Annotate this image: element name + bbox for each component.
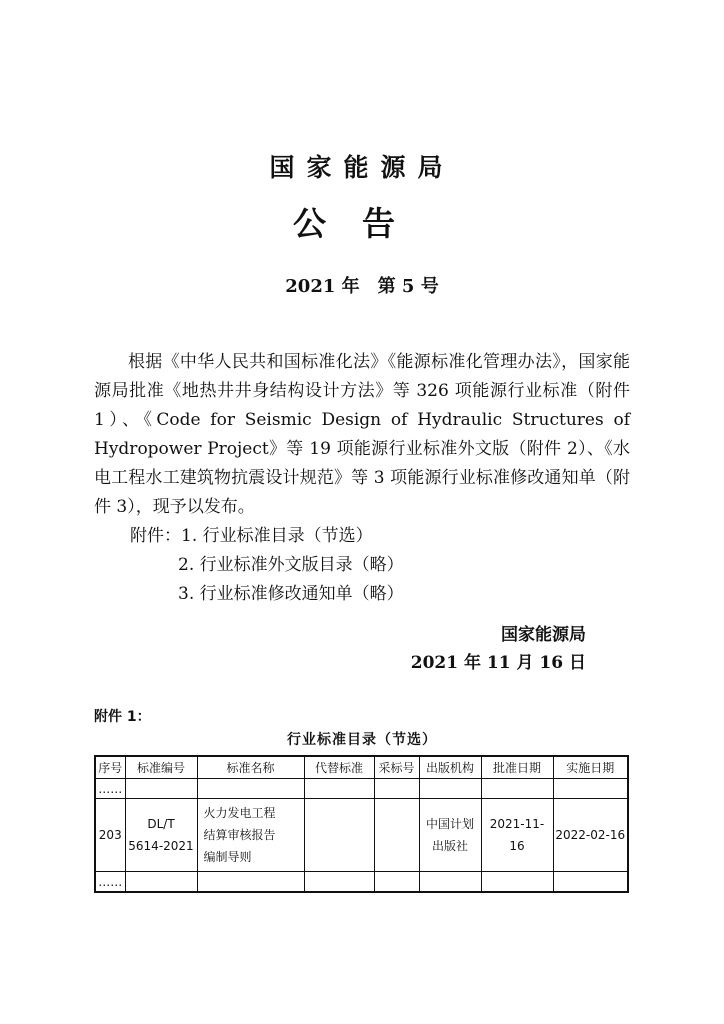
column-header-implementation-date: 实施日期 (553, 756, 628, 779)
column-header-name: 标准名称 (197, 756, 304, 779)
notice-title: 公告 (293, 204, 431, 243)
table-row-ellipsis-bottom (95, 872, 628, 893)
publisher-line-2: 出版社 (431, 839, 468, 853)
publisher-cell (419, 799, 481, 872)
annex-label: 附件 1： (94, 709, 151, 725)
implementation-date-cell: 2022-02-16 (553, 799, 628, 872)
signature-date: 2021 年 11 月 16 日 (410, 653, 586, 673)
name-line-2: 结算审核报告 (203, 828, 276, 842)
code-line-2: 5614-2021 (128, 839, 194, 853)
table-row-ellipsis-top (95, 779, 628, 799)
adoption-cell (374, 799, 419, 872)
issuing-organization-title: 国家能源局 (269, 153, 455, 182)
name-line-1: 火力发电工程 (203, 806, 276, 820)
name-cell (197, 799, 304, 872)
column-header-adoption: 采标号 (374, 756, 419, 779)
announcement-paragraph: 根据《中华人民共和国标准化法》《能源标准化管理办法》，国家能源局批准《地热井井身结构设计方法》等 326 项能源行业标准（附件 1）、《Code for Seismic Design of Hydraulic Structures of Hydropower Project》等 19 项能源行业标准外文版（附件 2）、《水电工程水工建筑物抗震设计规范》等 3 项能源行业标准修改通知单（附件 3），现予以发布。 (94, 352, 630, 517)
signature-organization: 国家能源局 (501, 625, 586, 645)
column-header-replaces: 代替标准 (304, 756, 374, 779)
table-title: 行业标准目录（节选） (287, 732, 437, 748)
standards-table (94, 755, 629, 893)
attachments-label: 附件： (130, 526, 181, 546)
column-header-seq: 序号 (95, 756, 125, 779)
table-row (95, 799, 628, 872)
code-cell (125, 799, 197, 872)
column-header-approval-date: 批准日期 (481, 756, 553, 779)
table-header-row (95, 756, 628, 779)
code-line-1: DL/T (147, 817, 175, 831)
column-header-publisher: 出版机构 (419, 756, 481, 779)
column-header-code: 标准编号 (125, 756, 197, 779)
ellipsis-cell: …… (95, 872, 125, 893)
attachment-list-first-line (130, 522, 373, 551)
publisher-line-1: 中国计划 (425, 817, 474, 831)
seq-cell: 203 (95, 799, 125, 872)
attachment-item-3: 3. 行业标准修改通知单（略） (178, 584, 404, 604)
attachment-item-1: 1. 行业标准目录（节选） (181, 526, 373, 546)
approval-date-cell: 2021-11-16 (481, 799, 553, 872)
ellipsis-cell: …… (95, 779, 125, 799)
issue-number: 2021 年 第 5 号 (285, 276, 439, 297)
attachment-item-2: 2. 行业标准外文版目录（略） (178, 555, 404, 575)
name-line-3: 编制导则 (203, 850, 252, 864)
replaces-cell (304, 799, 374, 872)
